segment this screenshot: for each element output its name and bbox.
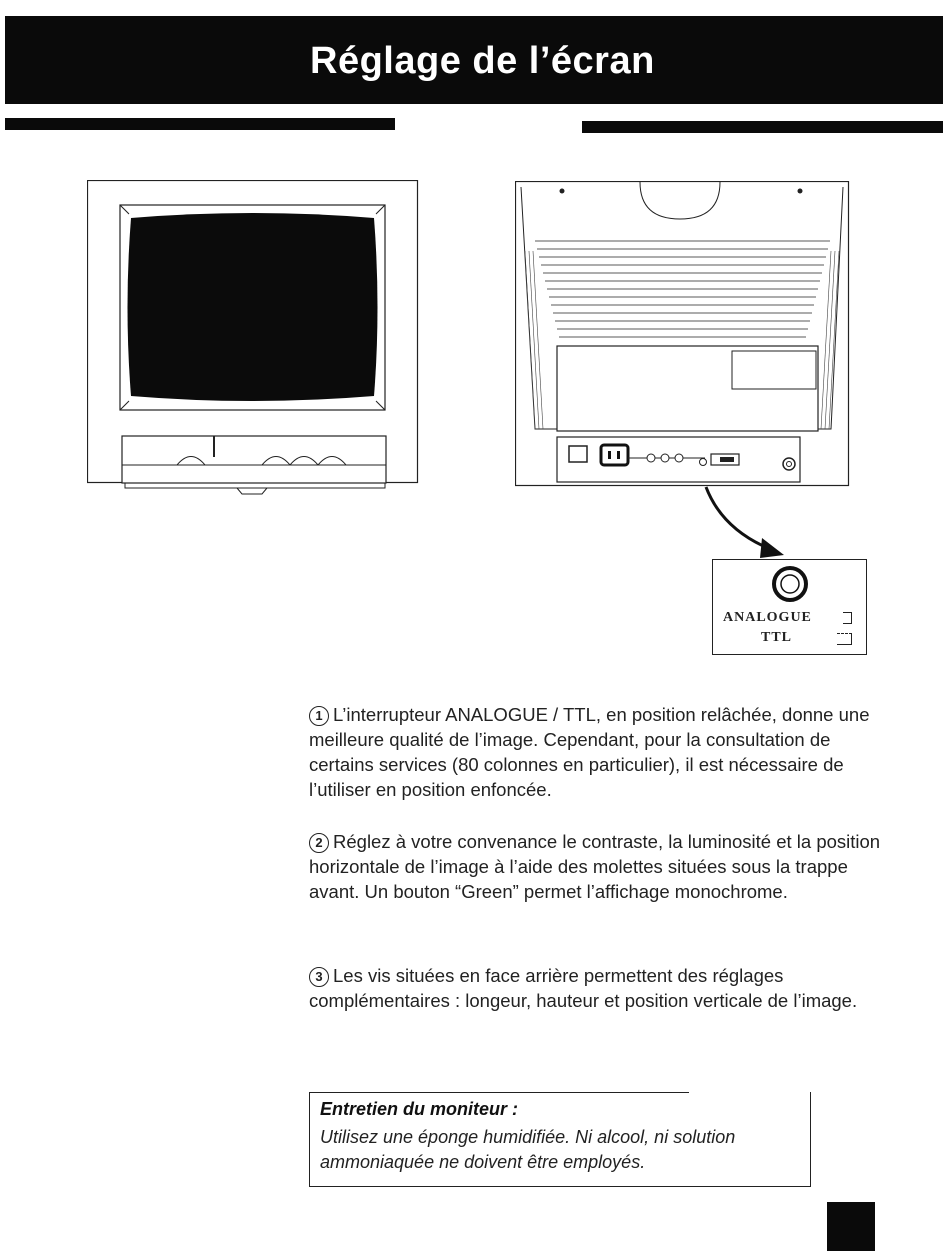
note-title: Entretien du moniteur : [320, 1099, 518, 1119]
analogue-label: ANALOGUE [723, 610, 812, 625]
header-rule-left [5, 118, 395, 130]
note-top-border [309, 1092, 689, 1093]
step-number: 3 [309, 967, 329, 987]
analogue-position-mark [843, 612, 852, 624]
step-number: 2 [309, 833, 329, 853]
note-text: Utilisez une éponge humidifiée. Ni alcool, ni solution ammoniaquée ne doivent être employés. [320, 1127, 736, 1172]
instruction-3 [309, 963, 884, 1013]
pointer-arrow-icon [700, 485, 790, 561]
ttl-position-mark [837, 633, 852, 645]
page-header [5, 16, 943, 104]
monitor-rear-icon [515, 181, 850, 491]
instruction-text: Réglez à votre convenance le contraste, la luminosité et la position horizontale de l’image à l’aide des molettes situées sous la trappe avant. Un bouton “Green” permet l’affichage monochrome. [309, 831, 881, 902]
instruction-1 [309, 702, 884, 802]
switch-detail [712, 559, 867, 655]
toggle-button-icon [772, 566, 808, 607]
instruction-text: L’interrupteur ANALOGUE / TTL, en position relâchée, donne une meilleure qualité de l’image. Cependant, pour la consultation de certains services (80 colonnes en particulier), il est nécessaire de l’utiliser en position enfoncée. [309, 704, 870, 800]
header-rule-right [582, 121, 943, 133]
step-number: 1 [309, 706, 329, 726]
page-title: Réglage de l’écran [310, 40, 655, 82]
instruction-2 [309, 829, 884, 904]
note-bottom-border [309, 1186, 811, 1187]
instruction-text: Les vis situées en face arrière permettent des réglages complémentaires : longeur, hauteur et position verticale de l’image. [309, 965, 858, 1011]
ttl-label: TTL [761, 630, 793, 645]
maintenance-note [309, 1092, 811, 1187]
note-left-border [309, 1092, 310, 1186]
monitor-front-icon [87, 180, 419, 496]
page-corner-mark [827, 1202, 875, 1251]
